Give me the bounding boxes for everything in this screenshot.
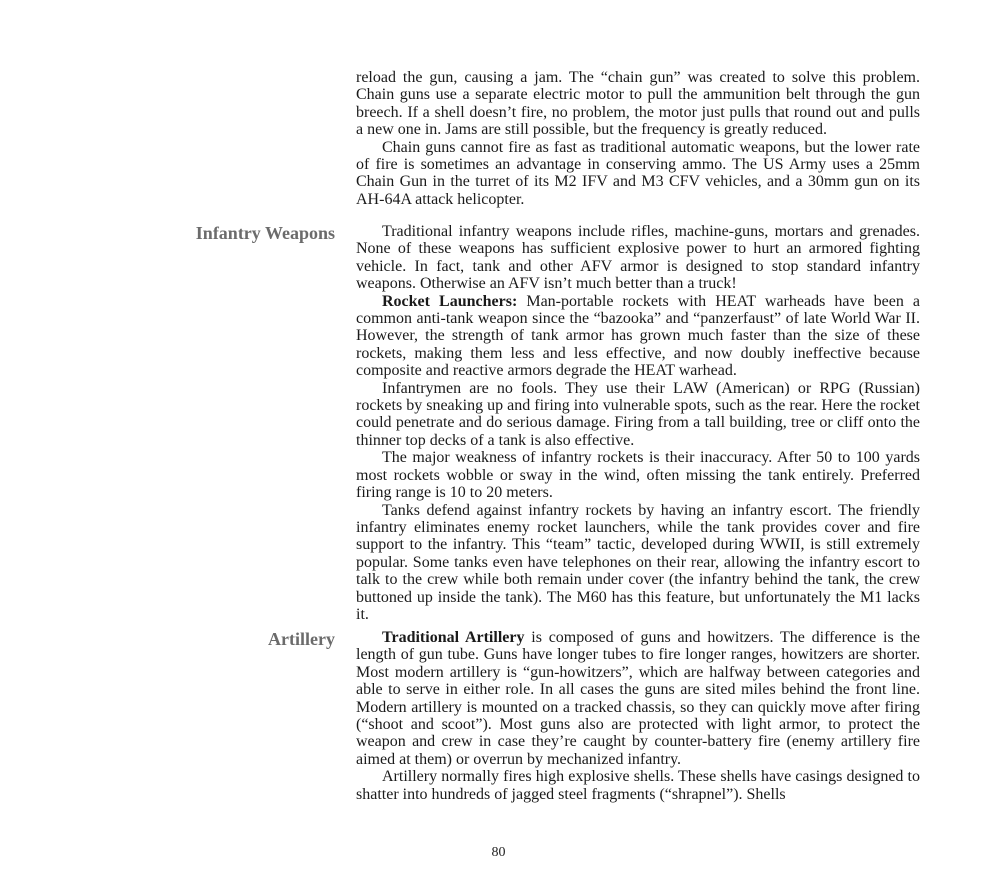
page-number: 80 (491, 845, 506, 860)
infantry-paragraph-5: Tanks defend against infantry rockets by having an infantry escort. The friendly infantry eliminates enemy rocket launchers, while the tank provides cover and fire support to the infantry. This “team” tactic, developed during WWII, is still extremely popular. Some tanks even have telephones on their rear, allowing the infantry escort to talk to the crew while both remain under cover (the infantry behind the tank, the crew buttoned up inside the tank). The M60 has this feature, but unfortunately the M1 lacks it. (356, 501, 920, 623)
intro-paragraph-1: reload the gun, causing a jam. The “chain gun” was created to solve this problem. Chain guns use a separate electric motor to pull the ammunition belt through the gun breech. If a shell doesn’t fire, no problem, the motor just pulls that round out and pulls a new one in. Jams are still possible, but the frequency is greatly reduced. (356, 69, 920, 139)
infantry-paragraph-2 (356, 293, 920, 380)
infantry-paragraph-3: Infantrymen are no fools. They use their LAW (American) or RPG (Russian) rockets by sneaking up and firing into vulnerable spots, such as the rear. Here the rocket could penetrate and do serious damage. Firing from a tall building, tree or cliff onto the thinner top decks of a tank is also effective. (356, 379, 920, 449)
infantry-paragraph-1: Traditional infantry weapons include rifles, machine-guns, mortars and grenades. None of these weapons has sufficient explosive power to hurt an armored fighting vehicle. In fact, tank and other AFV armor is designed to stop standard infantry weapons. Otherwise an AFV isn’t much better than a truck! (356, 223, 920, 293)
rocket-launchers-text: Man-portable rockets with HEAT warheads have been a common anti-tank weapon since the “bazooka” and “panzerfaust” of late World War II. However, the strength of tank armor has grown much faster than the size of these rockets, making them less and less effective, and now doubly ineffective because composite and reactive armors degrade the HEAT warhead. (356, 292, 920, 380)
traditional-artillery-lead: Traditional Artillery (382, 629, 525, 646)
intro-column (356, 69, 920, 208)
artillery-paragraph-1 (356, 629, 920, 768)
infantry-paragraph-4: The major weakness of infantry rockets is their inaccuracy. After 50 to 100 yards most rockets wobble or sway in the wind, often missing the tank entirely. Preferred firing range is 10 to 20 meters. (356, 449, 920, 502)
artillery-paragraph-2: Artillery normally fires high explosive shells. These shells have casings designed to shatter into hundreds of jagged steel fragments (“shrapnel”). Shells (356, 768, 920, 803)
infantry-weapons-column (356, 223, 920, 623)
intro-paragraph-2: Chain guns cannot fire as fast as traditional automatic weapons, but the lower rate of fire is sometimes an advantage in conserving ammo. The US Army uses a 25mm Chain Gun in the turret of its M2 IFV and M3 CFV vehicles, and a 30mm gun on its AH-64A attack helicopter. (356, 138, 920, 208)
section-heading-artillery: Artillery (268, 629, 335, 649)
artillery-column (356, 629, 920, 803)
rocket-launchers-lead: Rocket Launchers: (382, 292, 518, 310)
section-heading-infantry-weapons: Infantry Weapons (195, 223, 335, 243)
traditional-artillery-text: is composed of guns and howitzers. The difference is the length of gun tube. Guns have longer tubes to fire longer ranges, howitzers are shorter. Most modern artillery is “gun-howitzers”, which are halfway between categories and able to serve in either role. In all cases the guns are sited miles behind the front line. Modern artillery is mounted on a tracked chassis, so they can quickly move after firing (“shoot and scoot”). Most guns also are protected with light armor, to protect the weapon and crew in case they’re caught by counter-battery fire (enemy artillery fire aimed at them) or overrun by mechanized infantry. (356, 629, 920, 768)
